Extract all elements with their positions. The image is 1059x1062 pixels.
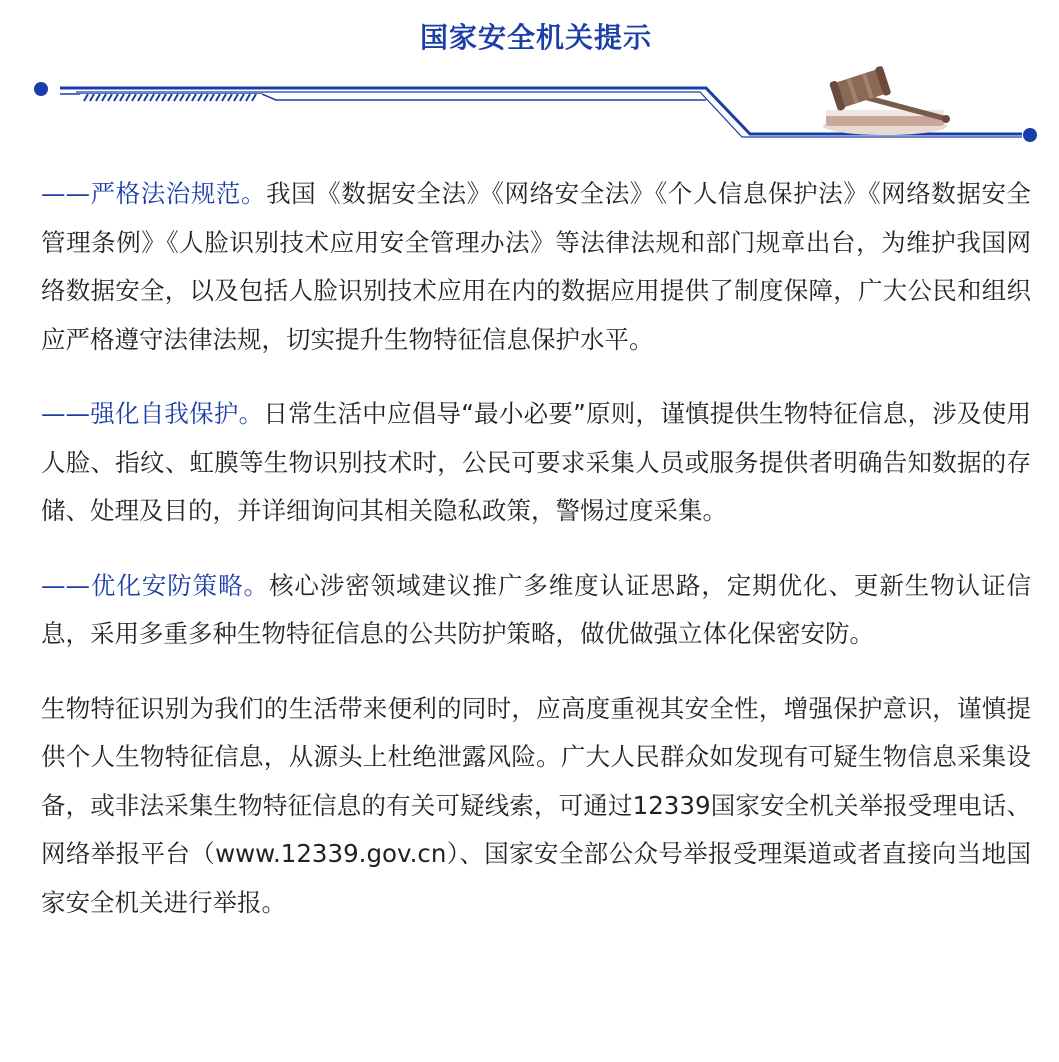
paragraph-reporting-channels bbox=[41, 685, 1031, 928]
banner-right-dot bbox=[1023, 128, 1037, 142]
gavel-icon bbox=[823, 65, 950, 135]
title-banner-decoration bbox=[0, 58, 1059, 158]
paragraph-text: 日常生活中应倡导“最小必要”原则，谨慎提供生物特征信息，涉及使用人脸、指纹、虹膜等生物识别技术时，公民可要求采集人员或服务提供者明确告知数据的存储、处理及目的，并详细询问其相关隐私政策，警惕过度采集。 bbox=[41, 399, 1031, 525]
paragraph-text: 核心涉密领域建议推广多维度认证思路，定期优化、更新生物认证信息，采用多重多种生物特征信息的公共防护策略，做优做强立体化保密安防。 bbox=[41, 570, 1032, 648]
paragraph-lead: ——强化自我保护。 bbox=[41, 399, 264, 428]
paragraph-security-strategy bbox=[41, 562, 1031, 659]
banner-hatch-strip bbox=[80, 94, 262, 101]
paragraph-text: 我国《数据安全法》《网络安全法》《个人信息保护法》《网络数据安全管理条例》《人脸识别技术应用安全管理办法》等法律法规和部门规章出台，为维护我国网络数据安全，以及包括人脸识别技术应用在内的数据应用提供了制度保障，广大公民和组织应严格遵守法律法规，切实提升生物特征信息保护水平。 bbox=[41, 179, 1032, 354]
paragraph-lead: ——严格法治规范。 bbox=[41, 179, 267, 208]
banner-left-dot bbox=[34, 82, 48, 96]
article-body bbox=[41, 170, 1031, 953]
paragraph-text: 生物特征识别为我们的生活带来便利的同时，应高度重视其安全性，增强保护意识，谨慎提供个人生物特征信息，从源头上杜绝泄露风险。广大人民群众如发现有可疑生物信息采集设备，或非法采集生物特征信息的有关可疑线索，可通过12339国家安全机关举报受理电话、网络举报平台（www.12339.gov.cn）、国家安全部公众号举报受理渠道或者直接向当地国家安全机关进行举报。 bbox=[41, 693, 1031, 917]
page-title: 国家安全机关提示 bbox=[419, 21, 652, 54]
paragraph-self-protection bbox=[41, 390, 1031, 536]
paragraph-lead: ——优化安防策略。 bbox=[41, 570, 269, 600]
paragraph-legal-norms bbox=[41, 170, 1031, 364]
